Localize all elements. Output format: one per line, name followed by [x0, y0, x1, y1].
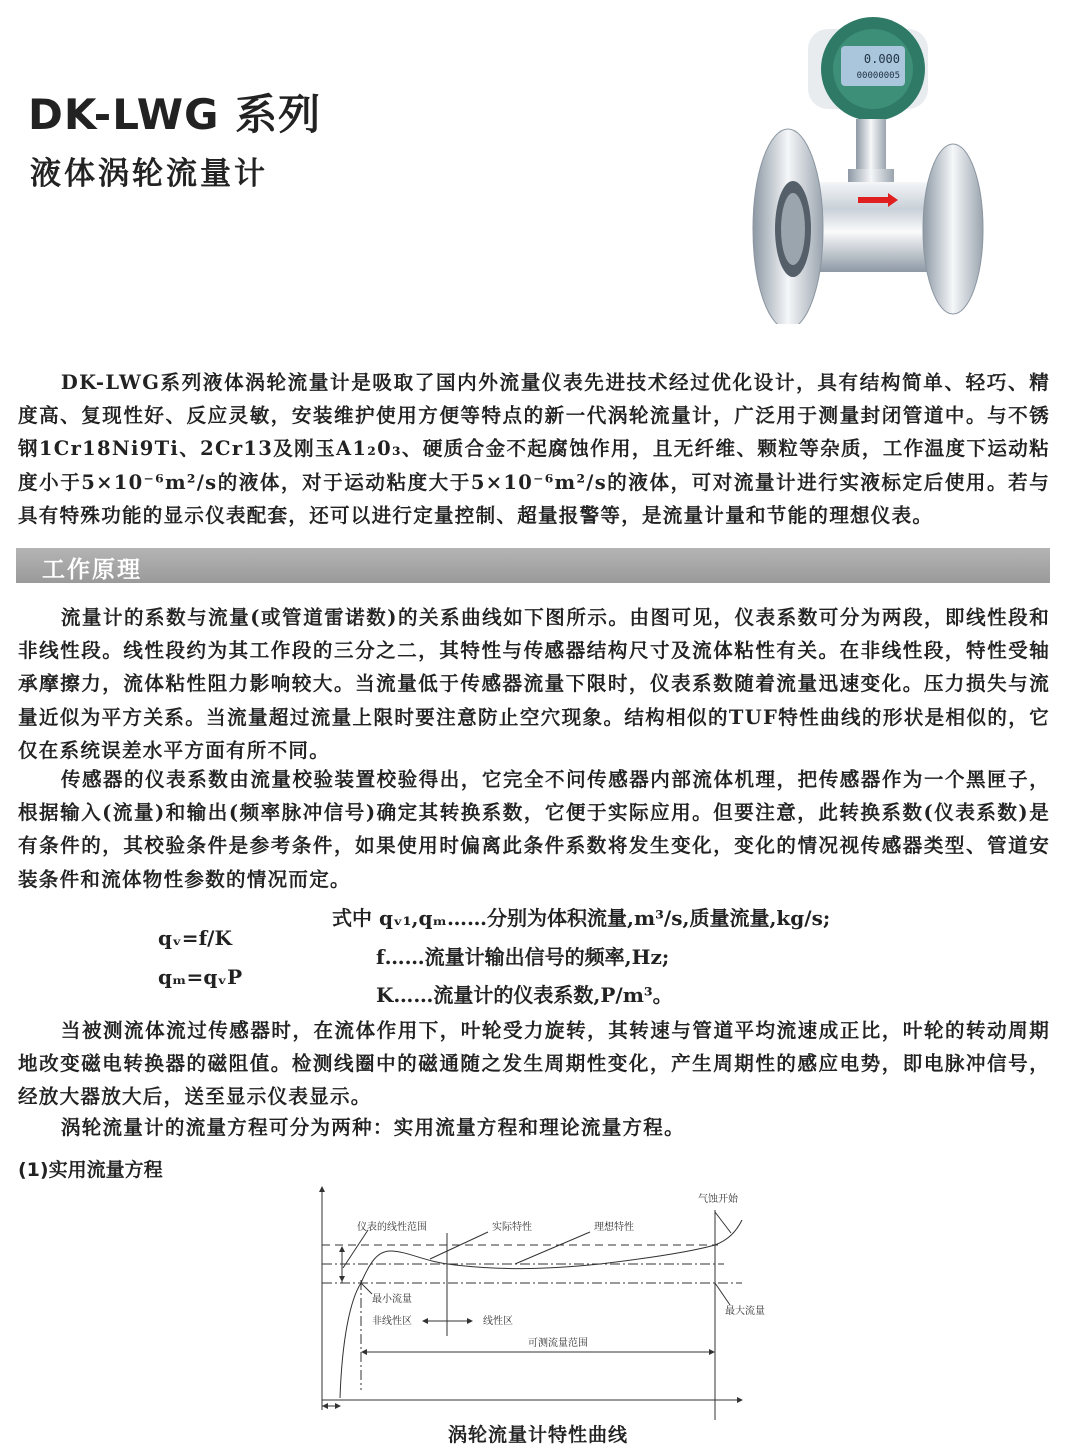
principle-paragraph-4: 涡轮流量计的流量方程可分为两种：实用流量方程和理论流量方程。	[60, 1116, 685, 1139]
label-cavitation-start: 气蚀开始	[698, 1194, 738, 1205]
label-linear-zone: 线性区	[483, 1316, 513, 1327]
principle-paragraph-1: 流量计的系数与流量(或管道雷诺数)的关系曲线如下图所示。由图可见，仪表系数可分为两段，即线性段和非线性段。线性段约为其工作段的三分之二，其特性与传感器结构尺寸及流体粘性有关。在非线性段，特性受轴承摩擦力，流体粘性阻力影响较大。当流量低于传感器流量下限时，仪表系数随着流量迅速变化。压力损失与流量近似为平方关系。当流量超过流量上限时要注意防止空穴现象。结构相似的TUF特性曲线的形状是相似的，它仅在系统误差水平方面有所不同。	[18, 606, 1050, 762]
display-reading-2: 00000005	[856, 71, 900, 81]
label-linear-range: 仪表的线性范围	[357, 1222, 427, 1233]
principle-paragraph-2: 传感器的仪表系数由流量校验装置校验得出，它完全不问传感器内部流体机理，把传感器作为一个黑匣子，根据输入(流量)和输出(频率脉冲信号)确定其转换系数，它便于实际应用。但要注意，此转换系数(仪表系数)是有条件的，其校验条件是参考条件，如果使用时偏离此条件系数将发生变化，变化的情况视传感器类型、管道安装条件和流体物性参数的情况而定。	[18, 768, 1050, 891]
formula-definition-2: f……流量计输出信号的频率,Hz;	[376, 945, 670, 969]
label-min-flow: 最小流量	[372, 1294, 412, 1305]
label-actual-characteristic: 实际特性	[492, 1222, 532, 1233]
formula-definition-3: K……流量计的仪表系数,P/m³。	[376, 983, 673, 1007]
diagram-caption: 涡轮流量计特性曲线	[448, 1424, 629, 1446]
label-measurable-range: 可测流量范围	[528, 1338, 588, 1349]
display-reading-1: 0.000	[863, 52, 900, 66]
section-title: 工作原理	[42, 557, 142, 583]
principle-paragraph-3: 当被测流体流过传感器时，在流体作用下，叶轮受力旋转，其转速与管道平均流速成正比，叶轮的转动周期地改变磁电转换器的磁阻值。检测线圈中的磁通随之发生周期性变化，产生周期性的感应电势，即电脉冲信号，经放大器放大后，送至显示仪表显示。	[18, 1019, 1050, 1109]
label-ideal-characteristic: 理想特性	[594, 1222, 634, 1233]
actual-characteristic-curve	[340, 1220, 742, 1398]
formula-definition-1: 式中 qᵥ₁,qₘ……分别为体积流量,m³/s,质量流量,kg/s;	[332, 906, 831, 930]
subsection-heading: (1)实用流量方程	[18, 1159, 163, 1181]
label-max-flow: 最大流量	[725, 1306, 765, 1317]
page-subtitle: 液体涡轮流量计	[30, 156, 268, 192]
intro-paragraph: DK-LWG系列液体涡轮流量计是吸取了国内外流量仪表先进技术经过优化设计，具有结构简单、轻巧、精度高、复现性好、反应灵敏，安装维护使用方便等特点的新一代涡轮流量计，广泛用于测量封闭管道中。与不锈钢1Cr18Ni9Ti、2Cr13及刚玉A1₂0₃、硬质合金不起腐蚀作用，且无纤维、颗粒等杂质，工作温度下运动粘度小于5×10⁻⁶m²/s的液体，对于运动粘度大于5×10⁻⁶m²/s的液体，可对流量计进行实液标定后使用。若与具有特殊功能的显示仪表配套，还可以进行定量控制、超量报警等，是流量计量和节能的理想仪表。	[18, 371, 1050, 527]
page-title: DK-LWG 系列	[28, 90, 322, 139]
formula-mass-flow: qₘ=qᵥP	[158, 965, 243, 989]
formula-volume-flow: qᵥ=f/K	[158, 926, 232, 950]
label-nonlinear-zone: 非线性区	[372, 1316, 412, 1327]
